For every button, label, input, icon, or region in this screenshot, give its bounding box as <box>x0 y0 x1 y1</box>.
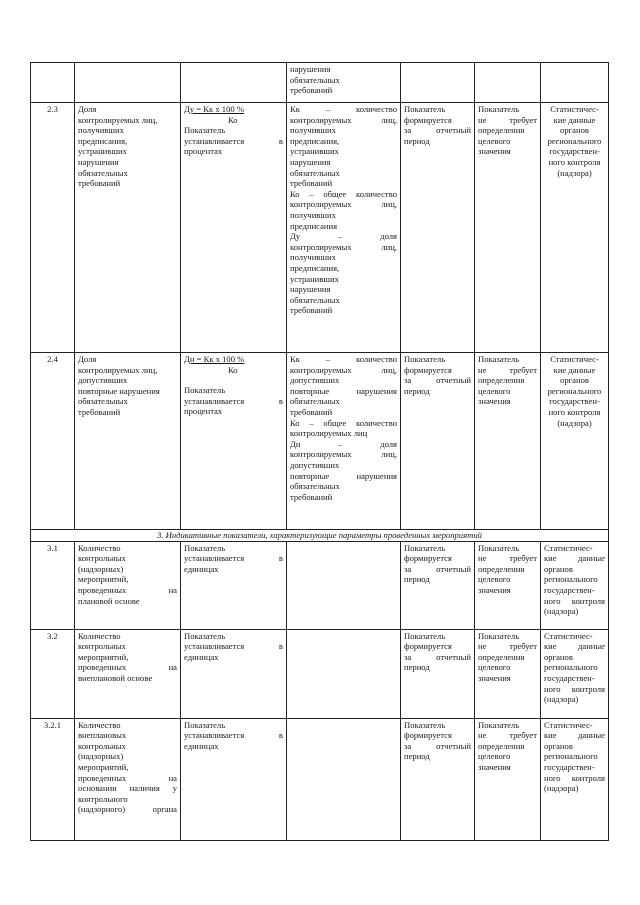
text-line: требований <box>78 406 121 417</box>
text-line: контролируемых лиц, <box>290 449 397 460</box>
cell-num: 3.2 <box>31 629 75 718</box>
text-line: регионального <box>544 751 598 762</box>
cell-vars <box>287 353 401 530</box>
text-line: регионального <box>547 135 602 146</box>
cell-name <box>75 103 181 353</box>
cell-target <box>475 63 541 103</box>
cell-period <box>401 718 475 840</box>
text-line: контролируемых лиц, <box>290 241 397 252</box>
table-row-3-2-1 <box>31 718 609 840</box>
text-line: за отчетный <box>404 125 471 136</box>
text-line: устанавливается в <box>184 135 283 146</box>
cell-source <box>541 63 609 103</box>
text-line: обязательных <box>290 74 340 85</box>
cell-period <box>401 629 475 718</box>
text-line: Статистичес- <box>544 719 593 730</box>
text-line: период <box>404 574 430 585</box>
text-line: нарушения <box>290 284 331 295</box>
text-line: значения <box>478 396 511 407</box>
text-line: органов <box>544 740 573 751</box>
cell-source <box>541 103 609 353</box>
text-line: Ду – доля <box>290 231 397 242</box>
text-line: определения <box>478 125 525 136</box>
text-line: Показатель <box>478 719 520 730</box>
text-line: кие данные <box>544 641 605 652</box>
text-line: кие данные <box>553 114 596 125</box>
text-line: ного контроля <box>544 595 605 606</box>
text-line: органов <box>560 375 589 386</box>
text-line: регионального <box>544 662 598 673</box>
text-line: Показатель <box>404 354 446 364</box>
text-line: требований <box>290 85 333 96</box>
text-line: контрольных <box>78 740 126 751</box>
text-line: мероприятий, <box>78 761 129 772</box>
text-line: повторные нарушения <box>78 385 160 396</box>
text-line: формируется <box>404 114 452 125</box>
cell-vars <box>287 63 401 103</box>
text-line: нарушения <box>290 156 331 167</box>
cell-num: 3.2.1 <box>31 718 75 840</box>
text-line: Показатель <box>478 630 520 641</box>
text-line: период <box>404 751 430 762</box>
text-line: значения <box>478 672 511 683</box>
text-line: за отчетный <box>404 740 471 751</box>
text-line: проведенных на <box>78 662 177 673</box>
text-line: не требует <box>478 114 537 125</box>
text-line: контрольных <box>78 641 126 652</box>
text-line: обязательных <box>290 396 340 407</box>
cell-period <box>401 63 475 103</box>
text-line: единицах <box>184 651 219 662</box>
text-line: государствен- <box>544 584 595 595</box>
text-line: нарушения <box>290 64 331 74</box>
text-line: предписания, <box>290 135 340 146</box>
text-line: внеплановой основе <box>78 672 153 683</box>
text-line: (надзорного) органа <box>78 804 177 815</box>
cell-target <box>475 353 541 530</box>
text-line: значения <box>478 146 511 157</box>
text-line: проведенных на <box>78 772 177 783</box>
text-line: обязательных <box>290 167 340 178</box>
formula-denominator: Ко <box>228 364 238 375</box>
text-line: обязательных <box>78 167 128 178</box>
text-line: формируется <box>404 730 452 741</box>
text-line: органов <box>560 125 589 136</box>
text-line: допустивших <box>290 375 340 386</box>
cell-source <box>541 541 609 629</box>
text-line: обязательных <box>290 294 340 305</box>
text-line: плановой основе <box>78 595 140 606</box>
text-line: органов <box>544 651 573 662</box>
text-line: (надзора) <box>544 606 579 617</box>
text-line: мероприятий, <box>78 574 129 585</box>
text-line: государствен- <box>544 761 595 772</box>
text-line: регионального <box>547 385 602 396</box>
text-line: формируется <box>404 364 452 375</box>
cell-name <box>75 629 181 718</box>
cell-source <box>541 353 609 530</box>
text-line: определения <box>478 740 525 751</box>
text-line: целевого <box>478 385 511 396</box>
text-line: основании наличия у <box>78 783 177 794</box>
cell-period <box>401 103 475 353</box>
text-line: период <box>404 385 430 396</box>
cell-period <box>401 541 475 629</box>
text-line: проведенных на <box>78 584 177 595</box>
cell-name <box>75 353 181 530</box>
text-line: (надзора) <box>544 783 579 794</box>
table-row-2-4 <box>31 353 609 530</box>
cell-formula <box>181 541 287 629</box>
text-line: Ко – общее количество <box>290 417 397 428</box>
text-line: целевого <box>478 662 511 673</box>
formula-denominator: Ко <box>228 114 238 125</box>
text-line: значения <box>478 761 511 772</box>
text-line: определения <box>478 375 525 386</box>
text-line: требований <box>78 178 121 189</box>
text-line: контролируемых лиц, <box>78 114 158 125</box>
text-line: Показатель <box>478 542 520 553</box>
cell-num <box>31 63 75 103</box>
text-line: требований <box>290 178 333 189</box>
text-line: процентах <box>184 406 223 417</box>
cell-name <box>75 63 181 103</box>
cell-target <box>475 103 541 353</box>
formula-numerator: Дн = Кк х 100 % <box>184 354 245 364</box>
text-line: Показатель <box>184 719 226 730</box>
cell-num: 3.1 <box>31 541 75 629</box>
text-line: за отчетный <box>404 375 471 386</box>
text-line: ного контроля <box>548 156 601 167</box>
cell-formula <box>181 718 287 840</box>
text-line: Показатель <box>478 104 520 114</box>
text-line: Показатель <box>404 104 446 114</box>
text-line: контролируемых лиц, <box>78 364 158 375</box>
text-line: контролируемых лиц, <box>290 114 397 125</box>
text-line: контрольного <box>78 793 128 804</box>
section-header-row <box>31 530 609 542</box>
text-line: повторные нарушения <box>290 470 397 481</box>
text-line: формируется <box>404 641 452 652</box>
text-line: устанавливается в <box>184 641 283 652</box>
text-line: Статистичес- <box>544 542 593 553</box>
text-line: предписания <box>290 220 338 231</box>
text-line: органов <box>544 563 573 574</box>
text-line: Количество <box>78 630 121 641</box>
cell-period <box>401 353 475 530</box>
text-line: Показатель <box>184 125 226 136</box>
text-line: Количество <box>78 542 121 553</box>
text-line: кие данные <box>544 730 605 741</box>
section-3-title: 3. Индикативные показатели, характеризующие параметры проведенных мероприятий <box>31 530 609 542</box>
text-line: устранивших <box>290 273 339 284</box>
indicator-table-page <box>30 62 608 841</box>
cell-formula <box>181 353 287 530</box>
text-line: не требует <box>478 364 537 375</box>
text-line: не требует <box>478 641 537 652</box>
text-line: значения <box>478 584 511 595</box>
cell-num: 2.3 <box>31 103 75 353</box>
cell-target <box>475 541 541 629</box>
text-line: формируется <box>404 553 452 564</box>
text-line: Статистичес- <box>550 104 599 114</box>
formula-numerator: Ду = Кк х 100 % <box>184 104 245 114</box>
text-line: требований <box>290 491 333 502</box>
text-line: контролируемых лиц, <box>290 364 397 375</box>
text-line: получивших <box>290 125 336 136</box>
text-line: устанавливается в <box>184 730 283 741</box>
text-line: (надзора) <box>557 417 592 428</box>
text-line: кие данные <box>553 364 596 375</box>
text-line: допустивших <box>290 459 340 470</box>
text-line: (надзора) <box>557 167 592 178</box>
text-line: государствен- <box>549 146 600 157</box>
text-line: обязательных <box>78 396 128 407</box>
text-line: Кк – количество <box>290 354 397 364</box>
cell-num: 2.4 <box>31 353 75 530</box>
text-line: требований <box>290 406 333 417</box>
text-line: период <box>404 662 430 673</box>
text-line: государствен- <box>549 396 600 407</box>
text-line: Показатель <box>404 719 446 730</box>
text-line: Статистичес- <box>550 354 599 364</box>
text-line: устранивших <box>78 146 127 157</box>
text-line: (надзорных) <box>78 563 124 574</box>
text-line: устанавливается в <box>184 395 283 406</box>
cell-source <box>541 629 609 718</box>
text-line: целевого <box>478 574 511 585</box>
text-line: целевого <box>478 135 511 146</box>
table-row-continuation <box>31 63 609 103</box>
text-line: Ко – общее количество <box>290 188 397 199</box>
cell-formula <box>181 103 287 353</box>
text-line: Показатель <box>404 542 446 553</box>
text-line: единицах <box>184 740 219 751</box>
text-line: получивших <box>78 125 124 136</box>
text-line: контролируемых лиц <box>290 428 368 439</box>
text-line: кие данные <box>544 553 605 564</box>
cell-vars <box>287 718 401 840</box>
indicator-table <box>30 62 609 841</box>
text-line: предписания, <box>78 135 128 146</box>
text-line: процентах <box>184 146 223 157</box>
text-line: мероприятий, <box>78 651 129 662</box>
text-line: Показатель <box>478 354 520 364</box>
text-line: определения <box>478 563 525 574</box>
cell-vars <box>287 541 401 629</box>
text-line: получивших <box>290 252 336 263</box>
cell-target <box>475 629 541 718</box>
text-line: обязательных <box>290 481 340 492</box>
cell-vars <box>287 103 401 353</box>
text-line: ного контроля <box>544 772 605 783</box>
cell-target <box>475 718 541 840</box>
table-row-2-3 <box>31 103 609 353</box>
cell-formula <box>181 629 287 718</box>
text-line: за отчетный <box>404 563 471 574</box>
text-line: устанавливается в <box>184 553 283 564</box>
text-line: предписания, <box>290 262 340 273</box>
text-line: устранивших <box>290 146 339 157</box>
text-line: Показатель <box>404 630 446 641</box>
text-line: повторные нарушения <box>290 385 397 396</box>
table-row-3-1 <box>31 541 609 629</box>
text-line: единицах <box>184 563 219 574</box>
text-line: контролируемых лиц, <box>290 199 397 210</box>
table-row-3-2 <box>31 629 609 718</box>
text-line: период <box>404 135 430 146</box>
cell-name <box>75 718 181 840</box>
text-line: Показатель <box>184 542 226 553</box>
text-line: не требует <box>478 730 537 741</box>
text-line: ного контроля <box>548 406 601 417</box>
text-line: Кк – количество <box>290 104 397 114</box>
text-line: получивших <box>290 209 336 220</box>
text-line: государствен- <box>544 672 595 683</box>
text-line: (надзорных) <box>78 751 124 762</box>
cell-source <box>541 718 609 840</box>
text-line: ного контроля <box>544 683 605 694</box>
text-line: определения <box>478 651 525 662</box>
text-line: контрольных <box>78 553 126 564</box>
text-line: Доля <box>78 354 97 364</box>
text-line: Дн – доля <box>290 438 397 449</box>
cell-formula <box>181 63 287 103</box>
text-line: за отчетный <box>404 651 471 662</box>
text-line: регионального <box>544 574 598 585</box>
text-line: Статистичес- <box>544 630 593 641</box>
spacer <box>184 375 283 385</box>
text-line: нарушения <box>78 156 119 167</box>
cell-name <box>75 541 181 629</box>
text-line: Доля <box>78 104 97 114</box>
text-line: Количество <box>78 719 121 730</box>
text-line: Показатель <box>184 385 226 396</box>
text-line: требований <box>290 305 333 316</box>
text-line: (надзора) <box>544 694 579 705</box>
text-line: внеплановых <box>78 730 127 741</box>
cell-vars <box>287 629 401 718</box>
text-line: Показатель <box>184 630 226 641</box>
text-line: допустивших <box>78 375 128 386</box>
text-line: не требует <box>478 553 537 564</box>
text-line: целевого <box>478 751 511 762</box>
